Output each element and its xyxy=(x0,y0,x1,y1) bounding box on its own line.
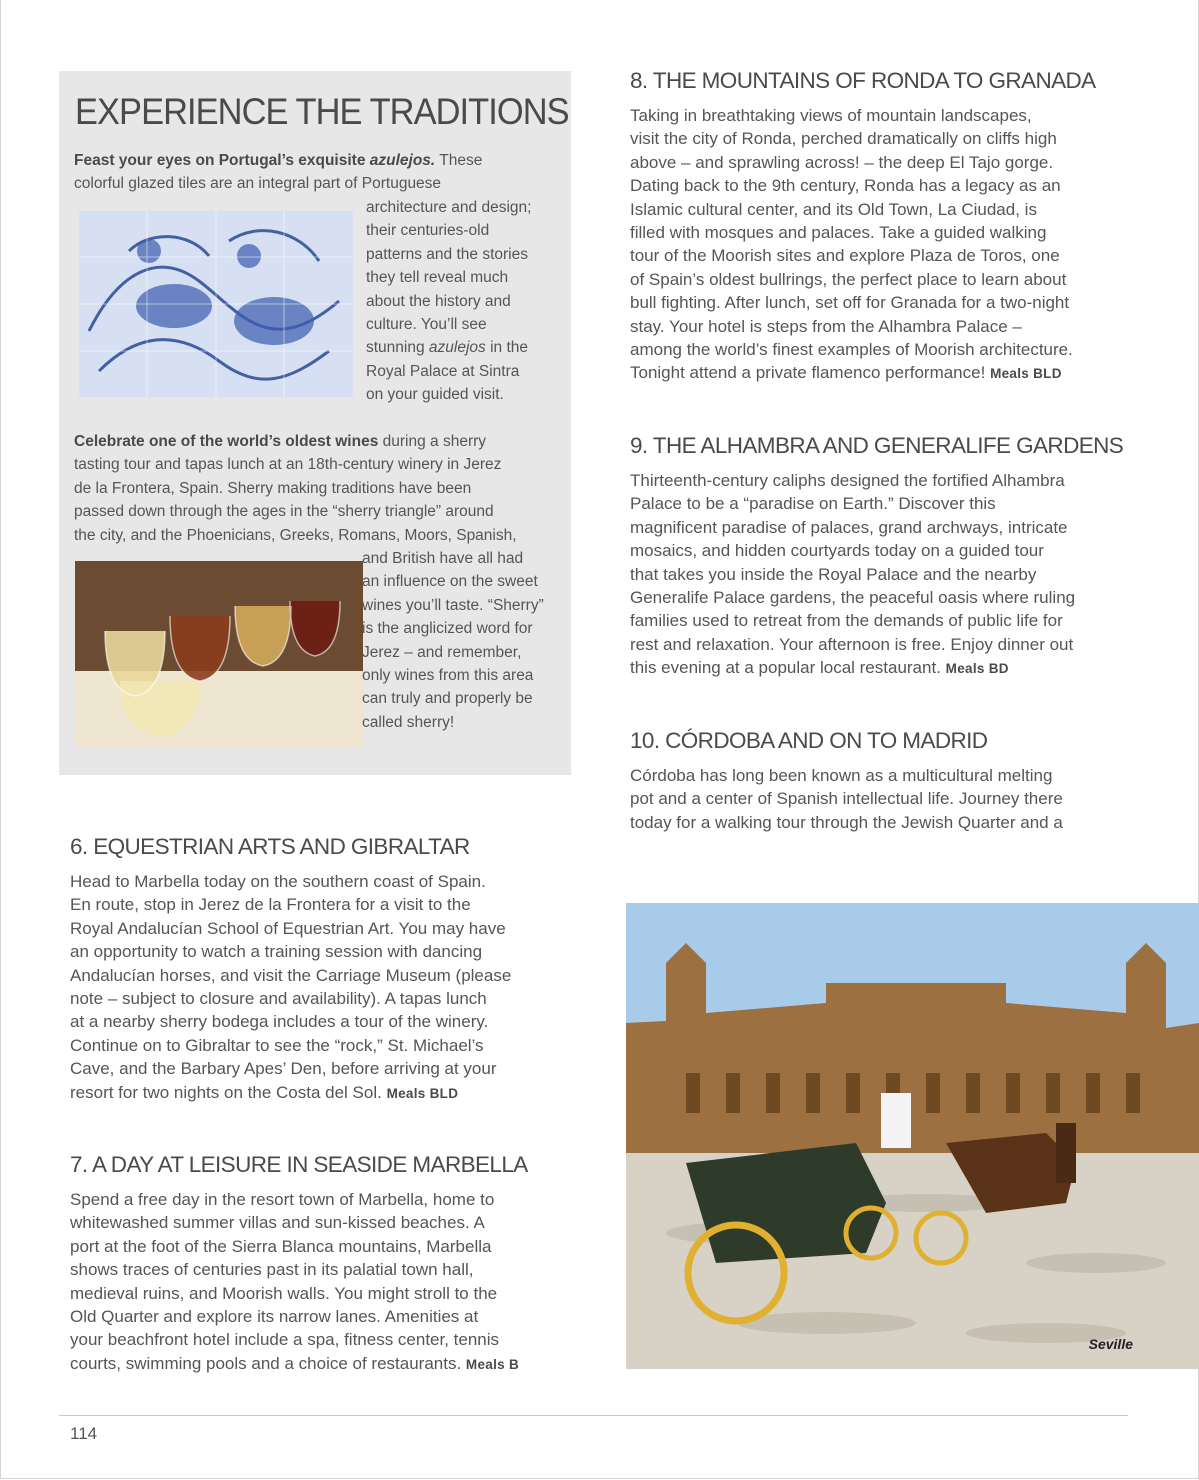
section-7-heading: 7. A DAY AT LEISURE IN SEASIDE MARBELLA xyxy=(70,1152,528,1177)
section-8-body: Taking in breathtaking views of mountain landscapes, visit the city of Ronda, perched dramatically on cliffs high above – and sprawling across! – the deep El Tajo gorge. Dating back to the 9th century, Ronda has a legacy as an Islamic cultural center, and its Old Town, La Ciudad, is filled with mosques and palaces. Take a guided walking tour of the Moorish sites and explore Plaza de Toros, one of Spain’s oldest bullrings, the perfect place to learn about bull fighting. After lunch, set off for Granada for a two-night stay. Your hotel is steps from the Alhambra Palace – among the world’s finest examples of Moorish architecture. Tonight attend a private flamenco performance! Meals BLD xyxy=(630,106,1073,383)
section-10-heading: 10. CÓRDOBA AND ON TO MADRID xyxy=(630,728,988,753)
footer-divider xyxy=(59,1415,1128,1416)
section-9-meals: Meals BD xyxy=(945,661,1009,677)
azulejo-tiles-image xyxy=(79,211,353,397)
section-9-heading: 9. THE ALHAMBRA AND GENERALIFE GARDENS xyxy=(630,433,1124,458)
section-10-body: Córdoba has long been known as a multicultural melting pot and a center of Spanish intellectual life. Journey there today for a walking tour through the Jewish Quarter and a xyxy=(630,766,1063,832)
azulejos-paragraph-intro: Feast your eyes on Portugal’s exquisite azulejos. These colorful glazed tiles are an integral part of Portuguese xyxy=(74,152,483,193)
section-8-heading: 8. THE MOUNTAINS OF RONDA TO GRANADA xyxy=(630,68,1096,93)
azulejos-lead-italic: azulejos. xyxy=(369,152,436,169)
photo-caption: Seville xyxy=(1088,1336,1133,1352)
section-7-meals: Meals B xyxy=(465,1356,520,1372)
sherry-glasses-image xyxy=(75,561,363,747)
sherry-lead: Celebrate one of the world’s oldest wines xyxy=(74,433,379,450)
section-6-heading: 6. EQUESTRIAN ARTS AND GIBRALTAR xyxy=(70,834,470,859)
section-9-body: Thirteenth-century caliphs designed the fortified Alhambra Palace to be a “paradise on Earth.” Discover this magnificent paradise of palaces, grand archways, intricate mosaics, and hidden courtyards today on a guided tour that takes you inside the Royal Palace and the nearby Generalife Palace gardens, the peaceful oasis where ruling families used to retreat from the demands of public life for rest and relaxation. Your afternoon is free. Enjoy dinner out this evening at a popular local restaurant. Meals BD xyxy=(630,471,1076,678)
sherry-paragraph-wrap: and British have all had an influence on the sweet wines you’ll taste. “Sherry” is the anglicized word for Jerez – and remember, only wines from this area can truly and properly be called sherry! xyxy=(362,550,544,731)
traditions-sidebar xyxy=(59,71,571,775)
section-6-body: Head to Marbella today on the southern coast of Spain. En route, stop in Jerez de la Frontera for a visit to the Royal Andalucían School of Equestrian Art. You may have an opportunity to watch a training session with dancing Andalucían horses, and visit the Carriage Museum (please note – subject to closure and availability). A tapas lunch at a nearby sherry bodega includes a tour of the winery. Continue on to Gibraltar to see the “rock,” St. Michael’s Cave, and the Barbary Apes’ Den, before arriving at your resort for two nights on the Costa del Sol. Meals BLD xyxy=(70,872,512,1102)
section-7-body: Spend a free day in the resort town of Marbella, home to whitewashed summer villas and sun-kissed beaches. A port at the foot of the Sierra Blanca mountains, Marbella shows traces of centuries past in its palatial town hall, medieval ruins, and Moorish walls. You might stroll to the Old Quarter and explore its narrow lanes. Amenities at your beachfront hotel include a spa, fitness center, tennis courts, swimming pools and a choice of restaurants. Meals B xyxy=(70,1190,520,1373)
section-6-meals: Meals BLD xyxy=(386,1085,459,1101)
page-number: 114 xyxy=(70,1424,98,1443)
section-8-meals: Meals BLD xyxy=(990,366,1062,382)
seville-photo xyxy=(626,903,1199,1369)
sherry-paragraph-intro: Celebrate one of the world’s oldest wines during a sherry tasting tour and tapas lunch at an 18th-century winery in Jerez de la Frontera, Spain. Sherry making traditions have been passed down through the ages in the “sherry triangle” around the city, and the Phoenicians, Greeks, Romans, Moors, Spanish, xyxy=(74,433,517,544)
azulejos-lead: Feast your eyes on Portugal’s exquisite xyxy=(74,152,370,169)
azulejos-paragraph-wrap: architecture and design; their centuries-old patterns and the stories they tell reveal much about the history and culture. You’ll see stunning azulejos in the Royal Palace at Sintra on your guided visit. xyxy=(366,199,532,404)
sidebar-title: EXPERIENCE THE TRADITIONS xyxy=(75,91,569,132)
